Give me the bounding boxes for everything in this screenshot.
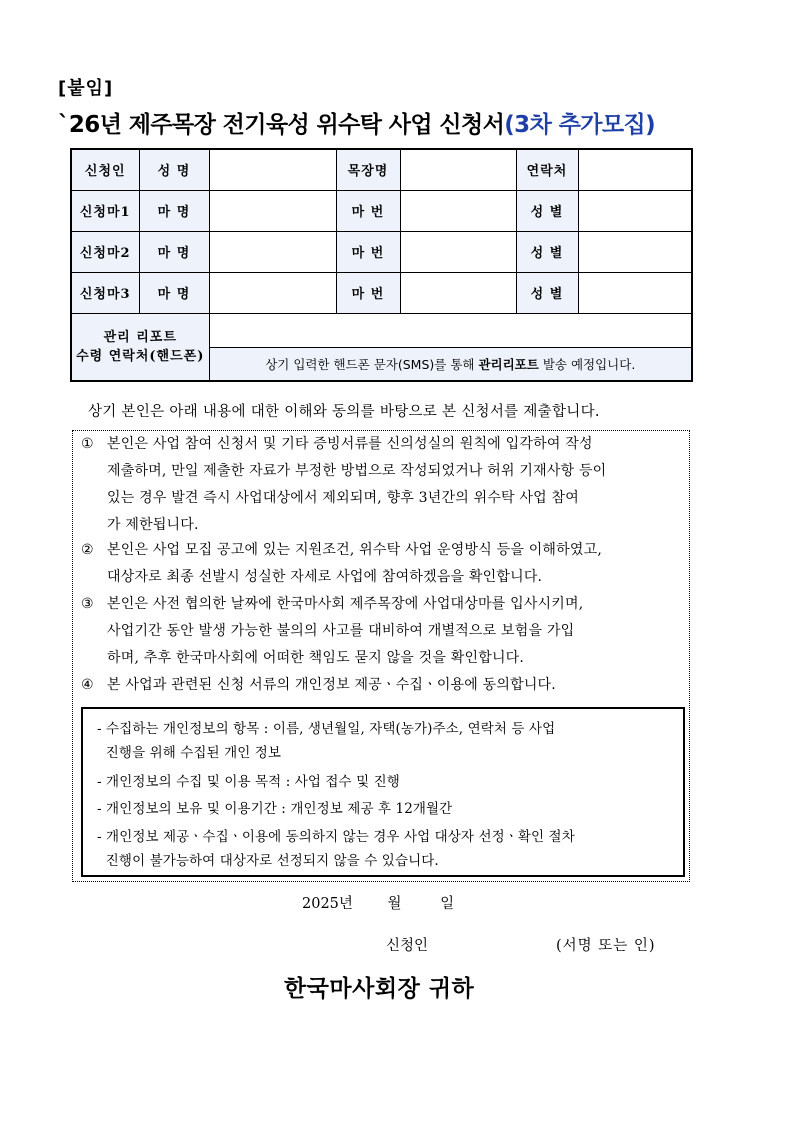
report-note-prefix: 상기 입력한 핸드폰 문자(SMS)를 통해 (265, 356, 479, 372)
horse-row-label: 신청마3 (71, 272, 139, 313)
report-note (209, 347, 692, 381)
privacy-line: 진행이 불가능하여 대상자로 선정되지 않을 수 있습니다. (97, 853, 439, 869)
consent-item-4 (81, 672, 681, 699)
addressee: 한국마사회장 귀하 (284, 976, 475, 1002)
horse-number-label: 마 번 (336, 231, 400, 272)
consent-item-line: 본인은 사업 모집 공고에 있는 지원조건, 위수탁 사업 운영방식 등을 이해하였고, (107, 542, 602, 558)
consent-item-line: 본 사업과 관련된 신청 서류의 개인정보 제공ㆍ수집ㆍ이용에 동의합니다. (107, 677, 556, 693)
horse-name-label: 마 명 (139, 231, 209, 272)
horse-sex-label: 성 별 (516, 231, 578, 272)
report-label-line1: 관리 리포트 (103, 329, 177, 345)
report-label-line2: 수령 연락처(핸드폰) (76, 348, 205, 364)
horse-row (71, 272, 692, 313)
consent-item-3 (81, 591, 681, 672)
horse-sex-input-cell[interactable] (578, 231, 692, 272)
consent-item-number: ② (81, 542, 94, 558)
report-phone-input-cell[interactable] (209, 313, 692, 347)
horse-name-label: 마 명 (139, 272, 209, 313)
applicant-label: 신청인 (71, 149, 139, 190)
horse-row (71, 231, 692, 272)
horse-number-input-cell[interactable] (400, 231, 516, 272)
consent-item-1 (81, 431, 681, 539)
horse-sex-input-cell[interactable] (578, 190, 692, 231)
horse-sex-label: 성 별 (516, 190, 578, 231)
report-note-bold: 관리리포트 (478, 356, 539, 372)
applicant-row (71, 149, 692, 190)
horse-name-input-cell[interactable] (209, 190, 336, 231)
signature-field[interactable]: (서명 또는 인) (556, 938, 656, 954)
date-month: 월 (387, 896, 402, 912)
contact-input-cell[interactable] (578, 149, 692, 190)
consent-box (72, 430, 690, 882)
report-note-suffix: 발송 예정입니다. (538, 356, 636, 372)
title-accent: (3차 추가모집) (504, 112, 655, 138)
privacy-line: - 개인정보의 수집 및 이용 목적 : 사업 접수 및 진행 (97, 774, 400, 790)
attachment-label: [붙임] (58, 78, 114, 99)
name-input-cell[interactable] (209, 149, 336, 190)
consent-item-line: 제출하며, 만일 제출한 자료가 부정한 방법으로 작성되었거나 허위 기재사항 등이 (107, 463, 607, 479)
application-form-table (70, 148, 693, 382)
horse-number-label: 마 번 (336, 190, 400, 231)
date-line (302, 892, 454, 913)
consent-item-number: ③ (81, 596, 94, 612)
date-year: 2025년 (302, 896, 353, 912)
consent-item-line: 사업기간 동안 발생 가능한 불의의 사고를 대비하여 개별적으로 보험을 가입 (107, 623, 575, 639)
privacy-box (81, 707, 685, 877)
horse-name-label: 마 명 (139, 190, 209, 231)
report-row (71, 313, 692, 347)
consent-item-number: ④ (81, 677, 94, 693)
consent-item-line: 본인은 사업 참여 신청서 및 기타 증빙서류를 신의성실의 원칙에 입각하여 작성 (107, 436, 593, 452)
horse-name-input-cell[interactable] (209, 272, 336, 313)
consent-item-line: 본인은 사전 협의한 날짜에 한국마사회 제주목장에 사업대상마를 입사시키며, (107, 596, 584, 612)
privacy-line: - 개인정보의 보유 및 이용기간 : 개인정보 제공 후 12개월간 (97, 801, 453, 817)
consent-item-number: ① (81, 436, 94, 452)
privacy-line: - 개인정보 제공ㆍ수집ㆍ이용에 동의하지 않는 경우 사업 대상자 선정ㆍ확인 절차 (97, 829, 575, 845)
document-title (58, 106, 655, 139)
horse-number-input-cell[interactable] (400, 190, 516, 231)
signer-label: 신청인 (386, 938, 429, 954)
ranch-name-input-cell[interactable] (400, 149, 516, 190)
privacy-line: - 수집하는 개인정보의 항목 : 이름, 생년월일, 자택(농가)주소, 연락처 등 사업 (97, 721, 556, 737)
report-contact-label (71, 313, 209, 381)
consent-item-line: 가 제한됩니다. (107, 517, 199, 533)
horse-row (71, 190, 692, 231)
horse-sex-label: 성 별 (516, 272, 578, 313)
ranch-name-label: 목장명 (336, 149, 400, 190)
horse-sex-input-cell[interactable] (578, 272, 692, 313)
title-main: `26년 제주목장 전기육성 위수탁 사업 신청서 (58, 112, 505, 138)
horse-row-label: 신청마2 (71, 231, 139, 272)
horse-row-label: 신청마1 (71, 190, 139, 231)
privacy-line: 진행을 위해 수집된 개인 정보 (97, 745, 282, 761)
horse-name-input-cell[interactable] (209, 231, 336, 272)
contact-label: 연락처 (516, 149, 578, 190)
consent-item-line: 대상자로 최종 선발시 성실한 자세로 사업에 참여하겠음을 확인합니다. (107, 569, 543, 585)
horse-number-input-cell[interactable] (400, 272, 516, 313)
date-day: 일 (440, 896, 455, 912)
consent-item-line: 있는 경우 발견 즉시 사업대상에서 제외되며, 향후 3년간의 위수탁 사업 참여 (107, 490, 579, 506)
consent-intro: 상기 본인은 아래 내용에 대한 이해와 동의를 바탕으로 본 신청서를 제출합니다. (88, 404, 600, 420)
consent-item-line: 하며, 추후 한국마사회에 어떠한 책임도 묻지 않을 것을 확인합니다. (107, 650, 525, 666)
horse-number-label: 마 번 (336, 272, 400, 313)
consent-item-2 (81, 537, 681, 591)
name-label: 성 명 (139, 149, 209, 190)
